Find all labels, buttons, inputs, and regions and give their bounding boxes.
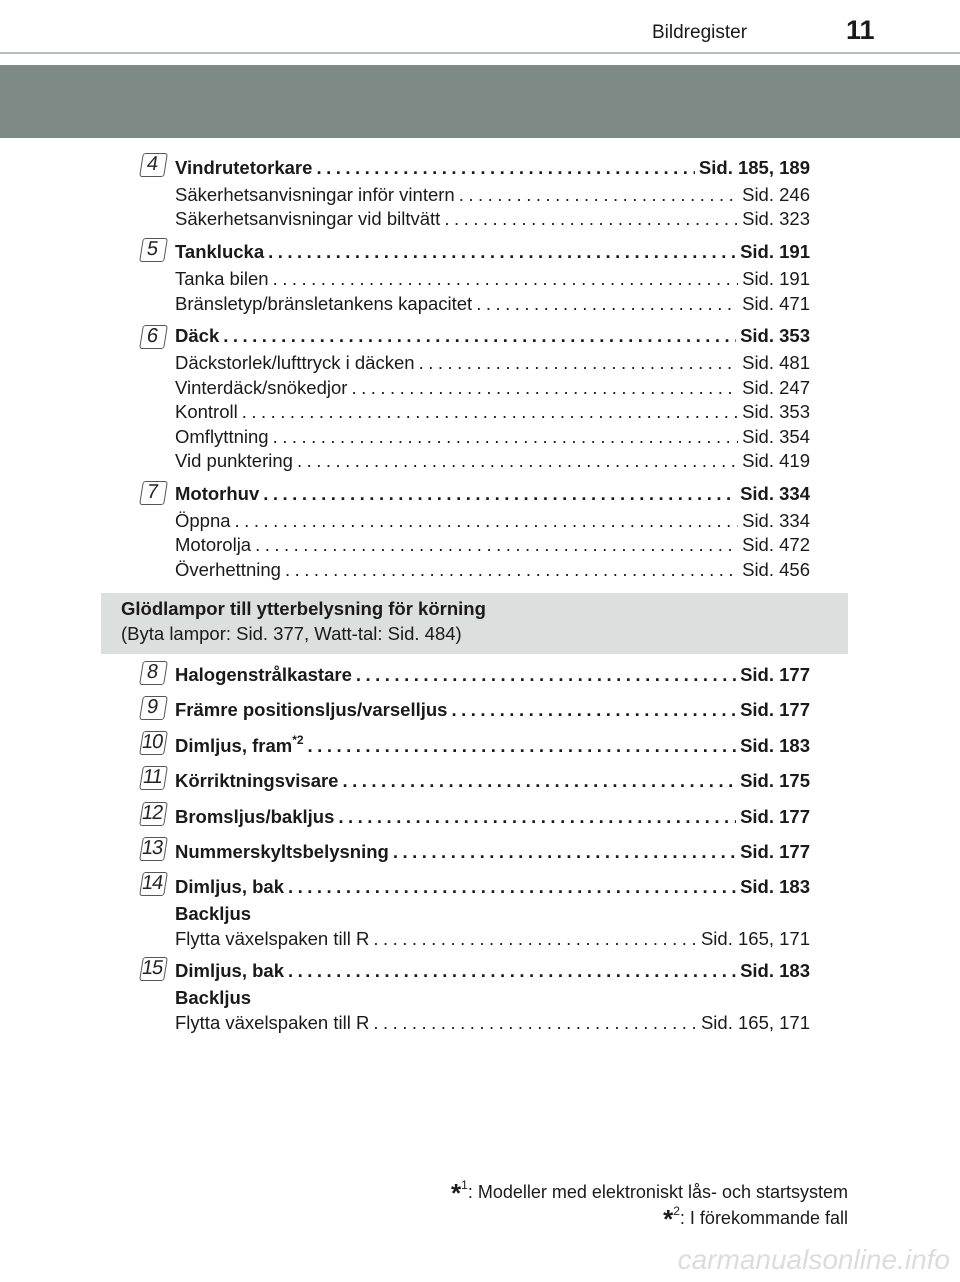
callout-number-12: 12 [141,800,164,827]
index-entry-sub: Omflyttning ..... Sid. 354 [175,425,810,449]
callout-number-15: 15 [141,955,164,982]
bulb-section-subtitle: (Byta lampor: Sid. 377, Watt-tal: Sid. 484) [121,623,462,644]
callout-number-4: 4 [141,151,164,178]
callout-number-5: 5 [141,236,164,263]
header-divider [0,52,960,54]
footnote-marker: *2 [292,734,304,747]
header-banner [0,65,960,138]
watermark: carmanualsonline.info [677,1244,950,1275]
index-entry-sub: Vinterdäck/snökedjor ..... Sid. 247 [175,376,810,400]
index-entry-sub: Öppna ..... Sid. 334 [175,509,810,533]
index-entry-main: Halogenstrålkastare ..... Sid. 177 [175,663,810,687]
index-entry-sub: Kontroll ..... Sid. 353 [175,400,810,424]
index-entry-main: Nummerskyltsbelysning ..... Sid. 177 [175,840,810,864]
callout-number-9: 9 [141,694,164,721]
index-entry-main: Vindrutetorkare ..... Sid. 185, 189 [175,156,810,180]
footnote-2: *$^2$: I förekommande fall [663,1204,848,1234]
index-entry-sub: Flytta växelspaken till R ..... Sid. 165, 171 [175,1011,810,1035]
bulb-section-title: Glödlampor till ytterbelysning för körning [121,598,486,619]
index-entry-sub: Vid punktering ..... Sid. 419 [175,449,810,473]
index-entry-sub: Säkerhetsanvisningar vid biltvätt ..... Sid. 323 [175,207,810,231]
index-entry-sub: Motorolja ..... Sid. 472 [175,533,810,557]
index-entry-sub: Däckstorlek/lufttryck i däcken ..... Sid. 481 [175,351,810,375]
index-entry-main: Dimljus, bak ..... Sid. 183 [175,875,810,899]
callout-number-6: 6 [141,323,164,350]
callout-number-7: 7 [141,479,164,506]
section-title: Bildregister [652,22,748,43]
index-entry-main: Motorhuv ..... Sid. 334 [175,482,810,506]
callout-number-11: 11 [141,764,164,791]
page-number: 11 [846,15,875,45]
callout-number-13: 13 [141,835,164,862]
callout-number-14: 14 [141,870,164,897]
index-entry-main: Däck ..... Sid. 353 [175,324,810,348]
index-entry-main: Dimljus, fram$^{*2}$ ..... Sid. 183 [175,734,810,758]
index-entry-sub: Tanka bilen ..... Sid. 191 [175,267,810,291]
index-entry-heading: Backljus [175,903,252,924]
index-entry-main: Körriktningsvisare ..... Sid. 175 [175,769,810,793]
footnote-1: *$^1$: Modeller med elektroniskt lås- och startsystem [451,1178,848,1208]
index-entry-sub: Flytta växelspaken till R ..... Sid. 165, 171 [175,927,810,951]
index-entry-main: Främre positionsljus/varselljus ..... Sid. 177 [175,698,810,722]
index-entry-sub: Överhettning ..... Sid. 456 [175,558,810,582]
index-entry-main: Bromsljus/bakljus ..... Sid. 177 [175,805,810,829]
index-entry-main: Tanklucka ..... Sid. 191 [175,240,810,264]
callout-number-10: 10 [141,729,164,756]
index-entry-sub: Säkerhetsanvisningar inför vintern ..... Sid. 246 [175,183,810,207]
index-entry-heading: Backljus [175,987,252,1008]
index-entry-main: Dimljus, bak ..... Sid. 183 [175,959,810,983]
callout-number-8: 8 [141,659,164,686]
index-entry-sub: Bränsletyp/bränsletankens kapacitet ..... Sid. 471 [175,292,810,316]
